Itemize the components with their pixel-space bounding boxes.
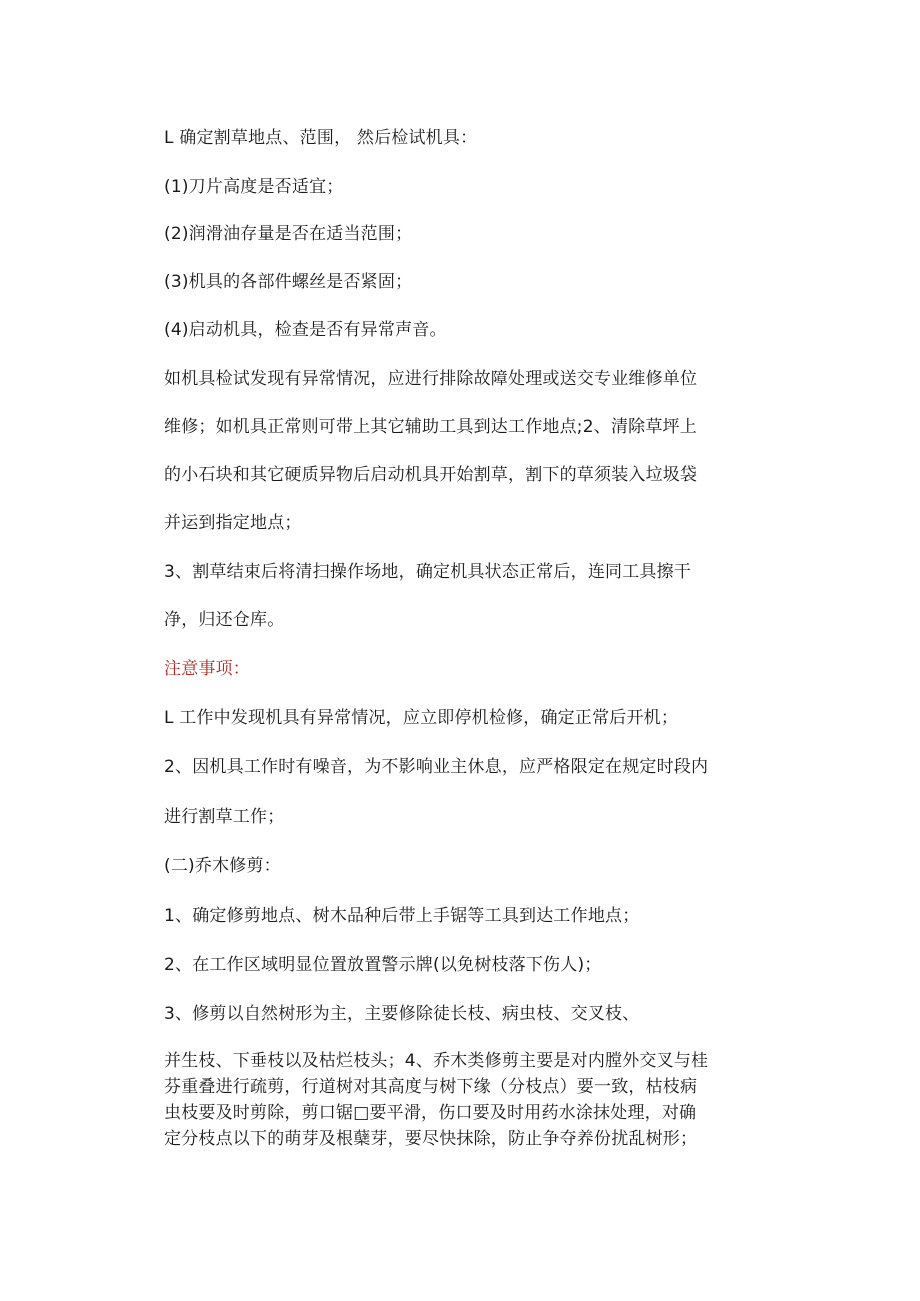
paragraph-line-9: 并运到指定地点； [164, 513, 302, 533]
paragraph-line-4: (3)机具的各部件螺丝是否紧固； [164, 272, 413, 292]
paragraph-line-11: 净，归还仓库。 [164, 610, 285, 630]
paragraph-line-17: 1、确定修剪地点、树木品种后带上手锯等工具到达工作地点； [164, 906, 640, 926]
paragraph-line-8: 的小石块和其它硬质异物后启动机具开始割草，割下的草须装入垃圾袋 [164, 465, 698, 485]
paragraph-line-6: 如机具检试发现有异常情况，应进行排除故障处理或送交专业维修单位 [164, 369, 698, 389]
paragraph-line-1: L 确定割草地点、范围， 然后检试机具： [164, 128, 478, 148]
dense-paragraph [164, 1048, 764, 1152]
paragraph-line-18: 2、在工作区域明显位置放置警示牌(以免树枝落下伤人)； [164, 955, 602, 975]
paragraph-line-2: (1)刀片高度是否适宜； [164, 177, 344, 197]
dense-line-2: 芬重叠进行疏剪，行道树对其高度与树下缘（分枝点）要一致，枯枝病 [164, 1077, 698, 1097]
paragraph-line-19: 3、修剪以自然树形为主，主要修除徒长枝、病虫枝、交叉枝、 [164, 1004, 640, 1024]
dense-line-1: 并生枝、下垂枝以及枯烂枝头；4、乔木类修剪主要是对内膛外交叉与桂 [164, 1051, 709, 1071]
paragraph-line-3: (2)润滑油存量是否在适当范围； [164, 224, 413, 244]
dense-line-4: 定分枝点以下的萌芽及根蘖芽，要尽快抹除，防止争夺养份扰乱树形； [164, 1129, 698, 1149]
dense-line-3: 虫枝要及时剪除，剪口锯□要平滑，伤口要及时用药水涂抹处理，对确 [164, 1103, 697, 1123]
paragraph-line-13: L 工作中发现机具有异常情况，应立即停机检修，确定正常后开机； [164, 708, 679, 728]
paragraph-line-15: 进行割草工作； [164, 807, 285, 827]
paragraph-line-5: (4)启动机具，检查是否有异常声音。 [164, 320, 447, 340]
paragraph-line-10: 3、割草结束后将清扫操作场地，确定机具状态正常后，连同工具擦干 [164, 562, 692, 582]
section-heading-tree-pruning: (二)乔木修剪： [164, 856, 281, 876]
paragraph-line-7: 维修；如机具正常则可带上其它辅助工具到达工作地点;2、清除草坪上 [164, 417, 697, 437]
section-heading-notes: 注意事项： [164, 659, 250, 679]
paragraph-line-14: 2、因机具工作时有噪音，为不影响业主休息，应严格限定在规定时段内 [164, 757, 709, 777]
